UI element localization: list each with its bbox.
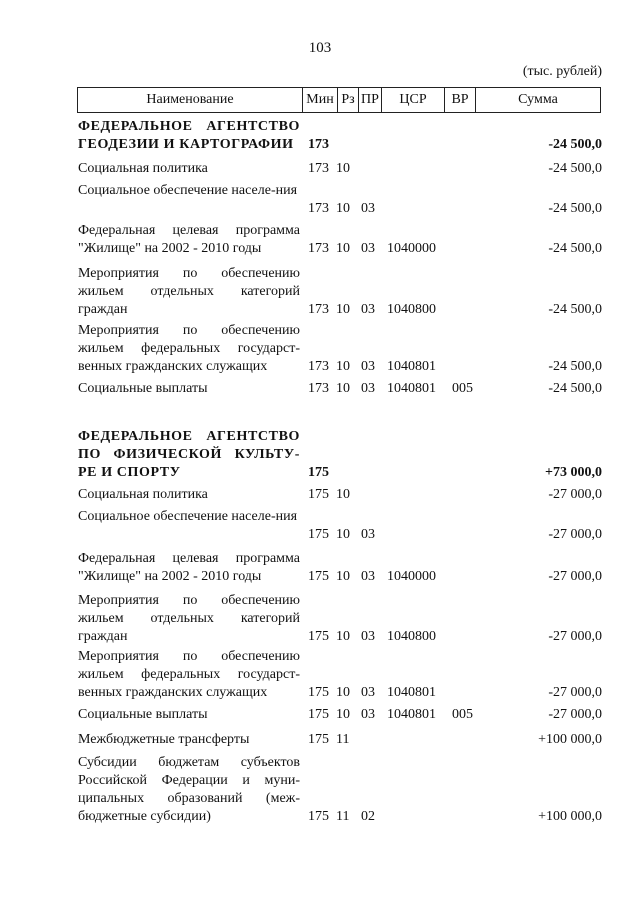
header-vr: ВР	[451, 92, 469, 107]
row-min: 175	[308, 685, 329, 700]
row-csr: 1040000	[387, 241, 436, 256]
row-rz: 10	[336, 359, 350, 374]
row-min: 175	[308, 569, 329, 584]
row-rz: 10	[336, 629, 350, 644]
row-csr: 1040801	[387, 359, 436, 374]
row-rz: 10	[336, 685, 350, 700]
row-name: Субсидии бюджетам субъектов Российской Федерации и муни-ципальных образований (меж-бюджетные субсидии)	[78, 755, 300, 824]
header-rz: Рз	[341, 92, 355, 107]
table-row	[78, 222, 602, 258]
row-csr: 1040801	[387, 381, 436, 396]
row-amount: -27 000,0	[548, 707, 602, 722]
row-name: ФЕДЕРАЛЬНОЕ АГЕНТСТВО ПО ФИЗИЧЕСКОЙ КУЛЬТУ-РЕ И СПОРТУ	[78, 429, 300, 480]
row-min: 173	[308, 359, 329, 374]
row-min: 175	[308, 487, 329, 502]
row-rz: 10	[336, 487, 350, 502]
row-vr: 005	[452, 381, 473, 396]
row-name: Федеральная целевая программа "Жилище" на 2002 - 2010 годы	[78, 223, 300, 256]
row-name: Мероприятия по обеспечению жильем отдельных категорий граждан	[78, 593, 300, 644]
row-name: Социальное обеспечение населе-ния	[78, 183, 298, 198]
table-row	[78, 550, 602, 586]
row-pr: 03	[361, 629, 375, 644]
row-name: Мероприятия по обеспечению жильем федеральных государст-венных гражданских служащих	[78, 649, 300, 700]
row-min: 175	[308, 809, 329, 824]
row-rz: 10	[336, 302, 350, 317]
table-row	[78, 160, 602, 178]
row-name: Федеральная целевая программа "Жилище" на 2002 - 2010 годы	[78, 551, 300, 584]
table-row	[78, 428, 602, 482]
row-name: Социальное обеспечение населе-ния	[78, 509, 298, 524]
row-amount: -24 500,0	[548, 161, 602, 176]
row-amount: +100 000,0	[538, 732, 602, 747]
table-row	[78, 118, 602, 154]
header-csr: ЦСР	[399, 92, 427, 107]
row-csr: 1040801	[387, 707, 436, 722]
row-rz: 11	[336, 732, 350, 747]
row-name: Социальная политика	[78, 161, 208, 176]
table-row	[78, 380, 602, 398]
row-amount: -27 000,0	[548, 527, 602, 542]
row-amount: -24 500,0	[548, 201, 602, 216]
row-pr: 03	[361, 569, 375, 584]
row-name: Социальные выплаты	[78, 707, 208, 722]
row-rz: 10	[336, 527, 350, 542]
row-rz: 10	[336, 381, 350, 396]
table-row	[78, 706, 602, 724]
row-amount: -27 000,0	[548, 569, 602, 584]
row-pr: 02	[361, 809, 375, 824]
row-min: 175	[308, 527, 329, 542]
row-min: 173	[308, 161, 329, 176]
table-row	[78, 322, 602, 376]
row-pr: 03	[361, 241, 375, 256]
row-amount: -24 500,0	[548, 241, 602, 256]
row-name: Социальные выплаты	[78, 381, 208, 396]
row-csr: 1040800	[387, 302, 436, 317]
row-csr: 1040000	[387, 569, 436, 584]
header-sum: Сумма	[518, 92, 558, 107]
row-name: ФЕДЕРАЛЬНОЕ АГЕНТСТВО ГЕОДЕЗИИ И КАРТОГРАФИИ	[78, 119, 300, 152]
row-vr: 005	[452, 707, 473, 722]
row-rz: 10	[336, 201, 350, 216]
row-pr: 03	[361, 707, 375, 722]
row-csr: 1040800	[387, 629, 436, 644]
row-min: 175	[308, 465, 329, 480]
row-min: 175	[308, 629, 329, 644]
table-row	[78, 182, 602, 218]
row-csr: 1040801	[387, 685, 436, 700]
row-name: Межбюджетные трансферты	[78, 732, 250, 747]
row-amount: -24 500,0	[548, 302, 602, 317]
row-amount: -27 000,0	[548, 487, 602, 502]
page-number: 103	[308, 40, 332, 56]
row-rz: 10	[336, 569, 350, 584]
row-name: Социальная политика	[78, 487, 208, 502]
table-row	[78, 265, 602, 319]
row-amount: -24 500,0	[548, 359, 602, 374]
row-pr: 03	[361, 381, 375, 396]
row-min: 175	[308, 732, 329, 747]
row-pr: 03	[361, 527, 375, 542]
row-amount: -27 000,0	[548, 629, 602, 644]
table-row	[78, 648, 602, 702]
table-header	[77, 87, 601, 113]
table-row	[78, 731, 602, 749]
row-name: Мероприятия по обеспечению жильем федеральных государст-венных гражданских служащих	[78, 323, 300, 374]
row-min: 173	[308, 201, 329, 216]
row-pr: 03	[361, 302, 375, 317]
header-pr: ПР	[361, 92, 379, 107]
table-row	[78, 508, 602, 544]
row-amount: +73 000,0	[545, 465, 602, 480]
header-min: Мин	[306, 92, 334, 107]
row-amount: +100 000,0	[538, 809, 602, 824]
row-name: Мероприятия по обеспечению жильем отдельных категорий граждан	[78, 266, 300, 317]
row-amount: -24 500,0	[548, 381, 602, 396]
header-name: Наименование	[146, 92, 234, 107]
row-rz: 10	[336, 707, 350, 722]
row-rz: 10	[336, 241, 350, 256]
row-rz: 11	[336, 809, 350, 824]
row-rz: 10	[336, 161, 350, 176]
units-note: (тыс. рублей)	[522, 64, 602, 79]
table-row	[78, 486, 602, 504]
row-min: 175	[308, 707, 329, 722]
row-min: 173	[308, 241, 329, 256]
row-pr: 03	[361, 685, 375, 700]
row-min: 173	[308, 137, 329, 152]
table-row	[78, 754, 602, 826]
row-pr: 03	[361, 201, 375, 216]
table-row	[78, 592, 602, 646]
row-min: 173	[308, 302, 329, 317]
row-amount: -27 000,0	[548, 685, 602, 700]
row-amount: -24 500,0	[548, 137, 602, 152]
row-min: 173	[308, 381, 329, 396]
row-pr: 03	[361, 359, 375, 374]
